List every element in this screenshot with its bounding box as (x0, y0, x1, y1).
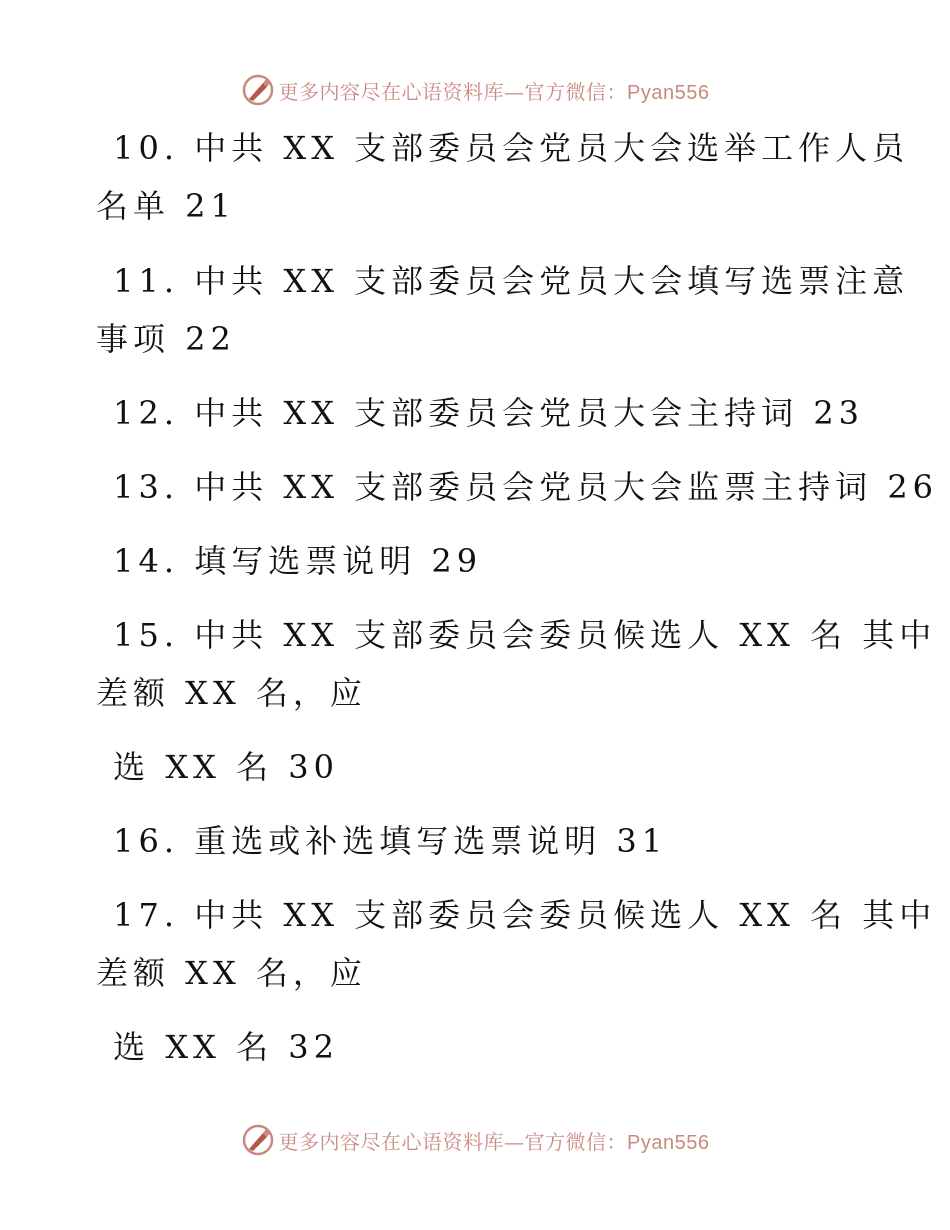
toc-entry-12: 12. 中共 XX 支部委员会党员大会主持词 23 (98, 394, 865, 432)
toc-entry-17-cont2: 选 XX 名 32 (98, 1028, 339, 1066)
watermark-wechat-id: Pyan556 (627, 81, 710, 104)
toc-entry-16: 16. 重选或补选填写选票说明 31 (98, 822, 668, 860)
toc-entry-13: 13. 中共 XX 支部委员会党员大会监票主持词 26 (98, 468, 939, 506)
toc-entry-17: 17. 中共 XX 支部委员会委员候选人 XX 名 其中 (98, 896, 937, 934)
watermark-wechat-id: Pyan556 (627, 1131, 710, 1154)
footer-watermark (0, 1120, 950, 1160)
toc-entry-10: 10. 中共 XX 支部委员会党员大会选举工作人员 (98, 129, 910, 167)
toc-entry-15: 15. 中共 XX 支部委员会委员候选人 XX 名 其中 (98, 616, 937, 654)
pen-logo-icon (241, 1123, 275, 1157)
toc-entry-15-cont: 差额 XX 名，应 (96, 674, 367, 712)
toc-entry-11: 11. 中共 XX 支部委员会党员大会填写选票注意 (98, 262, 910, 300)
toc-entry-10-cont: 名单 21 (96, 187, 236, 225)
watermark-text: 更多内容尽在心语资料库—官方微信：Pyan556 (278, 1129, 710, 1154)
header-watermark (0, 70, 950, 110)
toc-entry-15-cont2: 选 XX 名 30 (98, 748, 339, 786)
watermark-text: 更多内容尽在心语资料库—官方微信：Pyan556 (278, 79, 710, 104)
pen-logo-icon (241, 73, 275, 107)
toc-entry-11-cont: 事项 22 (96, 320, 236, 358)
toc-entry-17-cont: 差额 XX 名，应 (96, 954, 367, 992)
toc-entry-14: 14. 填写选票说明 29 (98, 542, 483, 580)
